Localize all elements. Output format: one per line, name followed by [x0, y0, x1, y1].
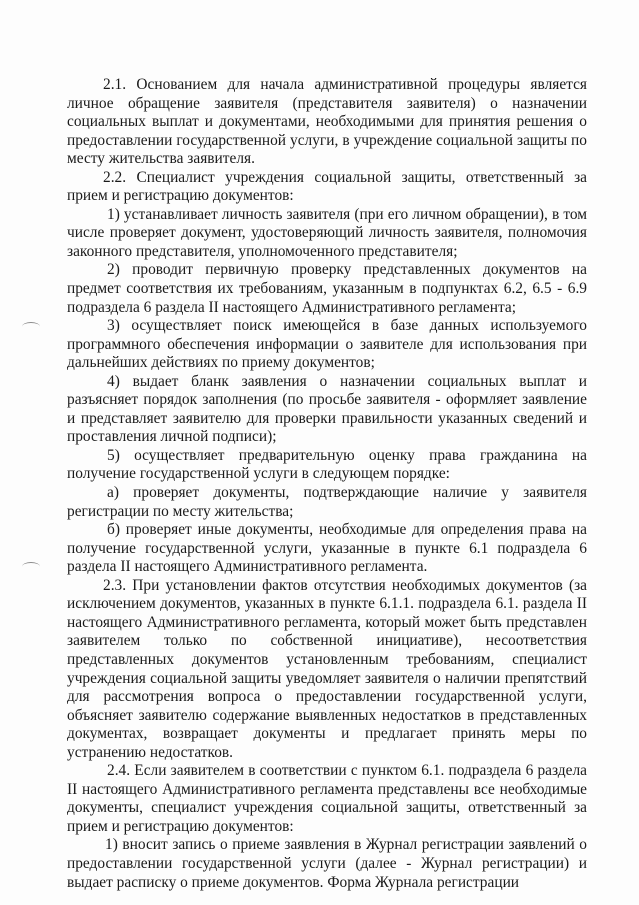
paragraph-2-2-item-5a: а) проверяет документы, подтверждающие наличие у заявителя регистрации по месту жительства;: [67, 484, 587, 520]
paragraph-2-2-item-4: 4) выдает бланк заявления о назначении социальных выплат и разъясняет порядок заполнения (по просьбе заявителя - оформляет заявление и представляет заявителю для проверки правильности указанных сведений и проставления личной подписи);: [67, 372, 587, 446]
paragraph-2-4-item-1: 1) вносит запись о приеме заявления в Журнал регистрации заявлений о предоставлении государственной услуги (далее - Журнал регистрации) и выдает расписку о приеме документов. Форма Журнала регистрации: [67, 836, 587, 891]
paragraph-2-2-item-5b: б) проверяет иные документы, необходимые для определения права на получение государственной услуги, указанные в пункте 6.1 подраздела 6 раздела II настоящего Административного регламента.: [67, 521, 587, 576]
paragraph-2-2-item-2: 2) проводит первичную проверку представленных документов на предмет соответствия их требованиям, указанным в подпунктах 6.2, 6.5 - 6.9 подраздела 6 раздела II настоящего Административного регламента;: [67, 261, 587, 316]
paragraph-2-2-item-5: 5) осуществляет предварительную оценку права гражданина на получение государственной услуги в следующем порядке:: [67, 446, 587, 483]
paragraph-2-2: 2.2. Специалист учреждения социальной защиты, ответственный за прием и регистрацию документов:: [67, 168, 587, 205]
paragraph-2-2-item-3: 3) осуществляет поиск имеющейся в базе данных используемого программного обеспечения информации о заявителе для использования при дальнейших действиях по приему документов;: [67, 317, 587, 372]
paragraph-2-4: 2.4. Если заявителем в соответствии с пунктом 6.1. подраздела 6 раздела II настоящего Административного регламента представлены все необходимые документы, специалист учреждения социальной защиты, ответственный за прием и регистрацию документов:: [67, 762, 587, 835]
paragraph-2-3: 2.3. При установлении фактов отсутствия необходимых документов (за исключением документов, указанных в пункте 6.1.1. подраздела 6.1. раздела II настоящего Административного регламента, который может быть представлен заявителем только по собственной инициативе), несоответствия представленных документов установленным требованиям, специалист учреждения социальной защиты уведомляет заявителя о наличии препятствий для рассмотрения вопроса о предоставлении государственной услуги, объясняет заявителю содержание выявленных недостатков в представленных документах, возвращает документы и предлагает принять меры по устранению недостатков.: [67, 576, 587, 761]
hole-punch-mark: [22, 322, 40, 331]
paragraph-2-1: 2.1. Основанием для начала административной процедуры является личное обращение заявителя (представителя заявителя) о назначении социальных выплат и документами, необходимыми для принятия решения о предоставлении государственной услуги, в учреждение социальной защиты по месту жительства заявителя.: [67, 76, 587, 168]
document-body: [67, 76, 587, 892]
hole-punch-mark: [22, 562, 40, 571]
paragraph-2-2-item-1: 1) устанавливает личность заявителя (при его личном обращении), в том числе проверяет документ, удостоверяющий личность заявителя, полномочия законного представителя, уполномоченного представителя;: [67, 205, 587, 260]
